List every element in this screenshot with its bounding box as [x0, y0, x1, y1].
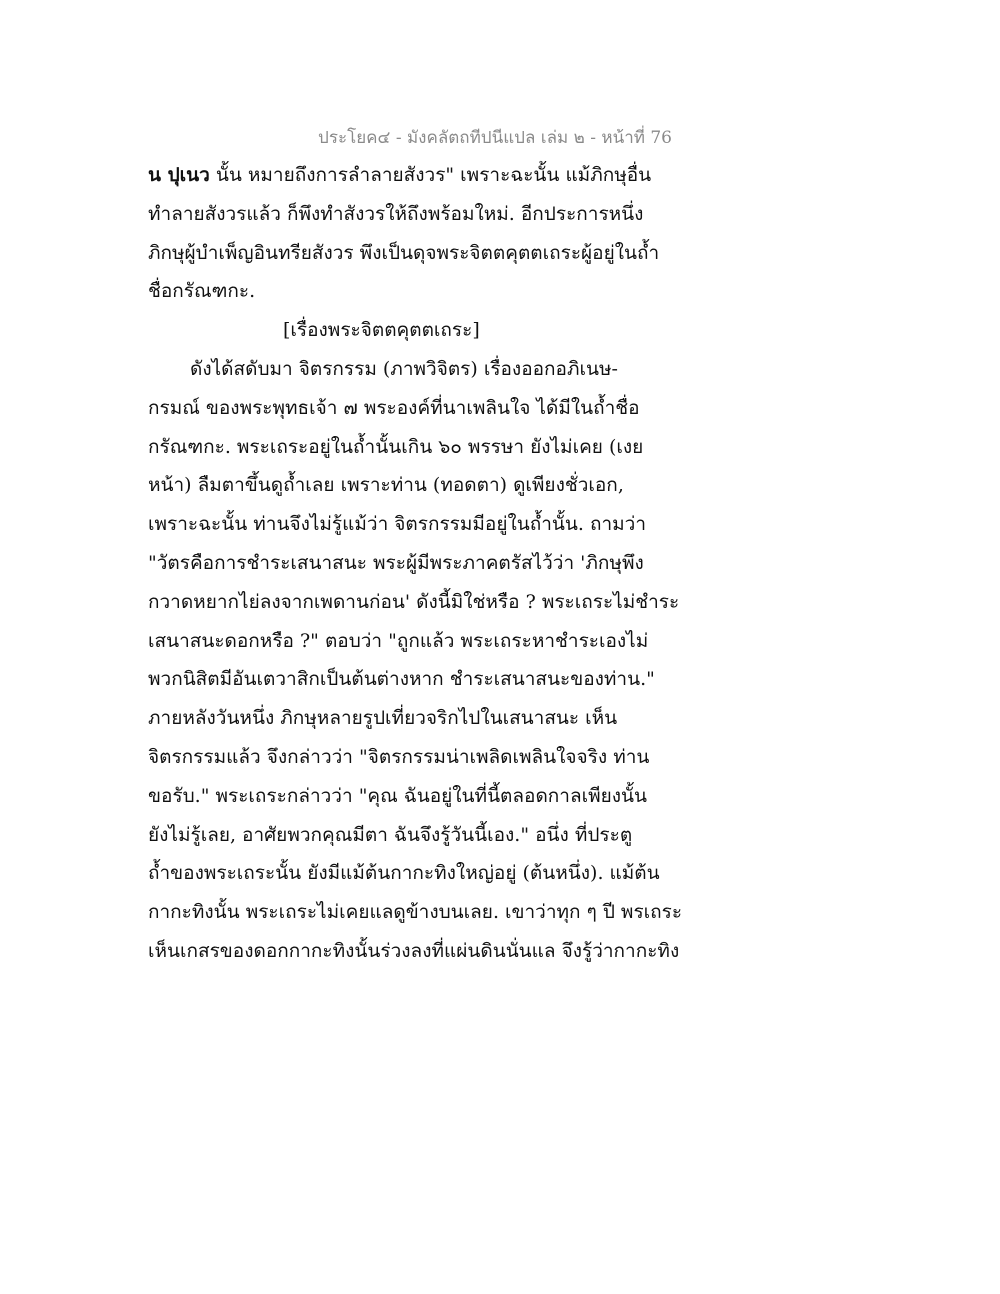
- text-line: พวกนิสิตมีอันเตวาสิกเป็นต้นต่างหาก ชำระเสนาสนะของท่าน.": [148, 668, 655, 691]
- text-line: ทำลายสังวรแล้ว ก็พึงทำสังวรให้ถึงพร้อมใหม่. อีกประการหนึ่ง: [148, 202, 644, 225]
- text-line: กวาดหยากไย่ลงจากเพดานก่อน' ดังนี้มิใช่หรือ ? พระเถระไม่ชำระ: [148, 590, 680, 613]
- text-line: เห็นเกสรของดอกกากะทิงนั้นร่วงลงที่แผ่นดินนั่นแล จึงรู้ว่ากากะทิง: [148, 939, 680, 962]
- text-line: ขอรับ." พระเถระกล่าวว่า "คุณ ฉันอยู่ในที่นี้ตลอดกาลเพียงนั้น: [148, 784, 648, 807]
- text-line: หน้า) ลืมตาขึ้นดูถ้ำเลย เพราะท่าน (ทอดตา) ดูเพียงชั่วเอก,: [148, 474, 624, 497]
- story-title: [เรื่องพระจิตตคุตตเถระ]: [283, 319, 480, 342]
- text-line: [148, 156, 693, 195]
- text-line: เสนาสนะดอกหรือ ?" ตอบว่า "ถูกแล้ว พระเถระหาชำระเองไม่: [148, 629, 649, 652]
- text-line: ถ้ำของพระเถระนั้น ยังมีแม้ต้นกากะทิงใหญ่อยู่ (ต้นหนึ่ง). แม้ต้น: [148, 862, 660, 885]
- running-header: ประโยค๔ - มังคลัตถทีปนีแปล เล่ม ๒ - หน้าที่ 76: [318, 128, 672, 148]
- text-line: กากะทิงนั้น พระเถระไม่เคยแลดูข้างบนเลย. เขาว่าทุก ๆ ปี พรเถระ: [148, 901, 683, 924]
- text-line: "วัตรคือการชำระเสนาสนะ พระผู้มีพระภาคตรัสไว้ว่า 'ภิกษุพึง: [148, 551, 644, 574]
- text-line: ดังได้สดับมา จิตรกรรม (ภาพวิจิตร) เรื่องออกอภิเนษ-: [190, 357, 618, 380]
- body-text: [148, 156, 693, 971]
- text-line: ชื่อกรัณฑกะ.: [148, 280, 256, 303]
- text-span: นั้น หมายถึงการลำลายสังวร" เพราะฉะนั้น แม้ภิกษุอื่น: [209, 164, 652, 186]
- text-line: กรัณฑกะ. พระเถระอยู่ในถ้ำนั้นเกิน ๖๐ พรรษา ยังไม่เคย (เงย: [148, 435, 644, 458]
- text-line: ภายหลังวันหนึ่ง ภิกษุหลายรูปเที่ยวจริกไปในเสนาสนะ เห็น: [148, 707, 618, 730]
- text-line: กรมณ์ ของพระพุทธเจ้า ๗ พระองค์ที่นาเพลินใจ ได้มีในถ้ำชื่อ: [148, 396, 640, 419]
- text-line: ภิกษุผู้บำเพ็ญอินทรียสังวร พึงเป็นดุจพระจิตตคุตตเถระผู้อยู่ในถ้ำ: [148, 241, 660, 264]
- pali-term: น ปุเนว: [148, 164, 210, 186]
- text-line: ยังไม่รู้เลย, อาศัยพวกคุณมีตา ฉันจึงรู้วันนี้เอง." อนึ่ง ที่ประตู: [148, 823, 633, 846]
- text-line: เพราะฉะนั้น ท่านจึงไม่รู้แม้ว่า จิตรกรรมมีอยู่ในถ้ำนั้น. ถามว่า: [148, 513, 646, 536]
- text-line: จิตรกรรมแล้ว จึงกล่าวว่า "จิตรกรรมน่าเพลิดเพลินใจจริง ท่าน: [148, 745, 650, 768]
